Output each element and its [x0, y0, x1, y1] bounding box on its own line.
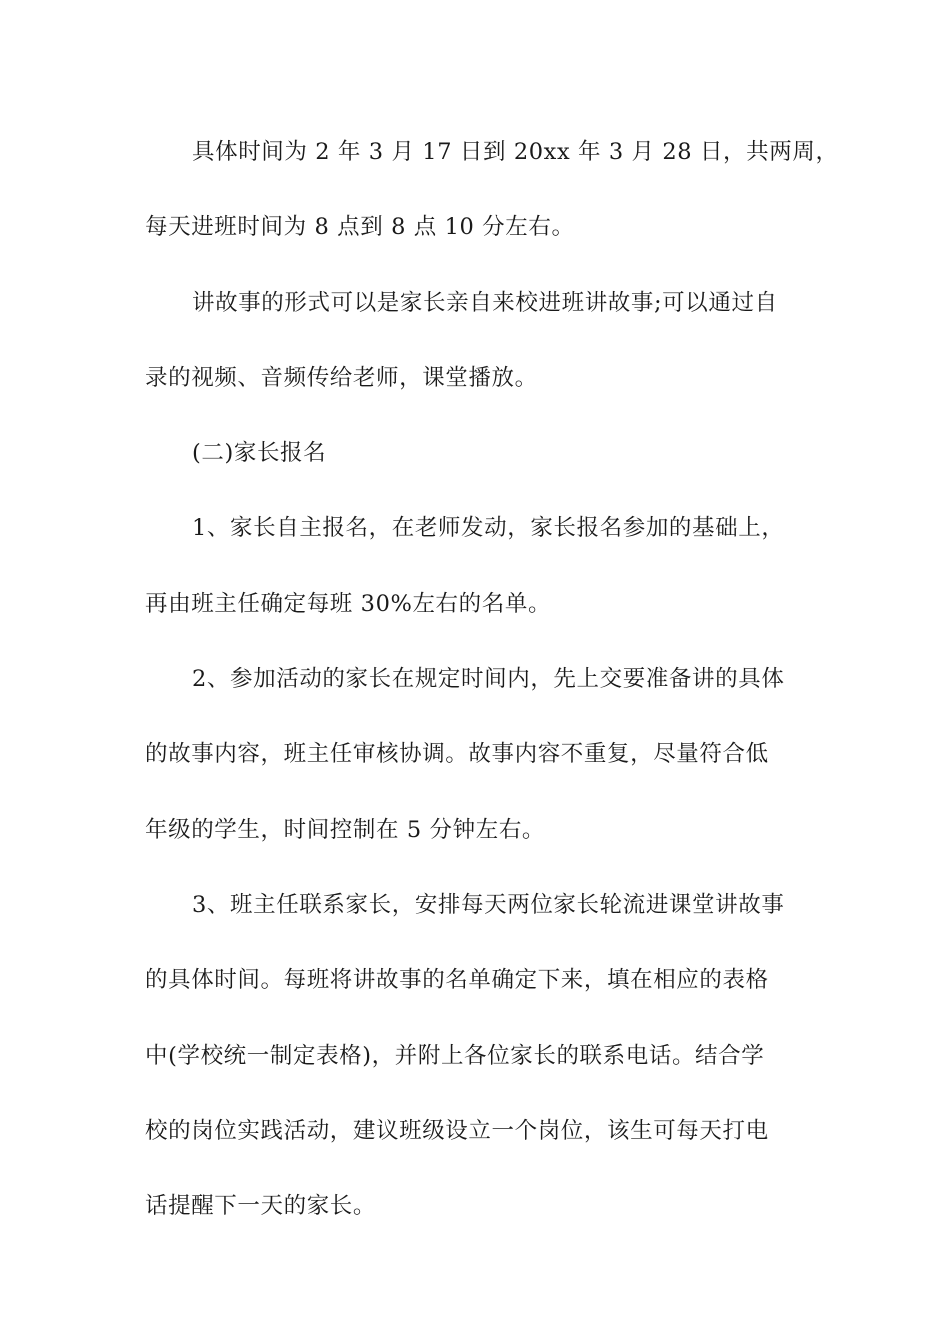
paragraph-line: 中(学校统一制定表格)，并附上各位家长的联系电话。结合学 [145, 1042, 765, 1069]
paragraph-line: 录的视频、音频传给老师，课堂播放。 [145, 364, 538, 391]
paragraph-line: 1、家长自主报名，在老师发动，家长报名参加的基础上， [192, 515, 785, 542]
paragraph-line: 3、班主任联系家长，安排每天两位家长轮流进课堂讲故事 [192, 891, 785, 918]
paragraph-line: 每天进班时间为 8 点到 8 点 10 分左右。 [145, 214, 575, 241]
paragraph-line: 2、参加活动的家长在规定时间内，先上交要准备讲的具体 [192, 666, 785, 693]
paragraph-line: 年级的学生，时间控制在 5 分钟左右。 [145, 816, 546, 843]
section-heading: (二)家长报名 [192, 440, 327, 467]
paragraph-line: 的故事内容，班主任审核协调。故事内容不重复，尽量符合低 [145, 741, 769, 768]
paragraph-line: 话提醒下一天的家长。 [145, 1193, 377, 1220]
paragraph-line: 的具体时间。每班将讲故事的名单确定下来，填在相应的表格 [145, 967, 769, 994]
paragraph-line: 校的岗位实践活动，建议班级设立一个岗位，该生可每天打电 [145, 1117, 769, 1144]
paragraph-line: 再由班主任确定每班 30%左右的名单。 [145, 590, 552, 617]
paragraph-line: 具体时间为 2 年 3 月 17 日到 20xx 年 3 月 28 日，共两周， [192, 139, 839, 165]
paragraph-line: 讲故事的形式可以是家长亲自来校进班讲故事;可以通过自 [192, 289, 778, 316]
document-body [145, 128, 839, 1257]
